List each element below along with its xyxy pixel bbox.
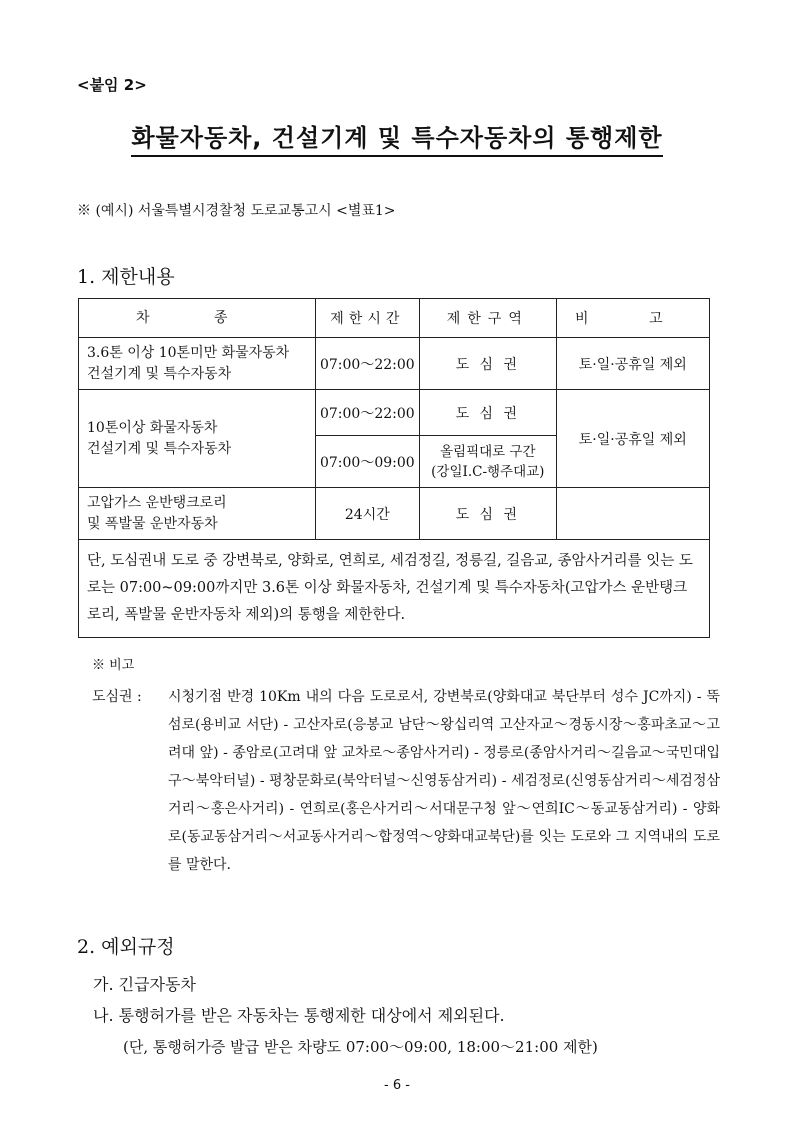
header-time: 제한시간 — [315, 299, 420, 338]
remark-label: ※ 비고 — [92, 658, 135, 673]
definition-term: 도심권 : — [92, 689, 142, 705]
time-cell: 07:00～22:00 — [315, 338, 420, 390]
document-title — [0, 118, 794, 153]
header-remark: 비 고 — [556, 299, 709, 338]
time-cell: 07:00～09:00 — [315, 436, 420, 488]
vehicle-line: 10톤이상 화물자동차 — [87, 419, 218, 436]
section1-heading: 1. 제한내용 — [77, 266, 175, 288]
zone-cell: 도 심 권 — [420, 488, 556, 540]
table-row — [79, 338, 710, 390]
zone-cell: 도 심 권 — [420, 338, 556, 390]
zone-line: 올림픽대로 구간 — [440, 443, 536, 460]
remark-cell: 토·일·공휴일 제외 — [556, 390, 709, 488]
annex-label: <붙임 2> — [77, 76, 147, 94]
table-footer-row — [79, 540, 710, 638]
header-vehicle-type: 차 종 — [79, 299, 316, 338]
vehicle-cell — [79, 338, 316, 390]
vehicle-cell — [79, 390, 316, 488]
exception-note: (단, 통행허가증 발급 받은 차량도 07:00～09:00, 18:00～21:00 제한) — [123, 1038, 598, 1056]
table-header-row — [79, 299, 710, 338]
remark-cell: 토·일·공휴일 제외 — [556, 338, 709, 390]
vehicle-line: 3.6톤 이상 10톤미만 화물자동차 — [87, 344, 290, 361]
zone-cell — [420, 436, 556, 488]
section2-heading: 2. 예외규정 — [77, 936, 175, 958]
exception-item: 가. 긴급자동차 — [93, 975, 196, 994]
time-cell: 24시간 — [315, 488, 420, 540]
table-footer-note: 단, 도심권내 도로 중 강변북로, 양화로, 연희로, 세검정길, 정릉길, 길음교, 종암사거리를 잇는 도로는 07:00~09:00까지만 3.6톤 이상 화물자동차, 건설기계 및 특수자동차(고압가스 운반탱크로리, 폭발물 운반자동차 제외)의 통행을 제한한다. — [79, 540, 710, 638]
vehicle-line: 건설기계 및 특수자동차 — [87, 440, 232, 457]
page-number: - 6 - — [384, 1078, 410, 1093]
source-note: ※ (예시) 서울특별시경찰청 도로교통고시 <별표1> — [77, 203, 396, 219]
document-title-text: 화물자동차, 건설기계 및 특수자동차의 통행제한 — [131, 124, 662, 157]
vehicle-line: 건설기계 및 특수자동차 — [87, 365, 232, 382]
vehicle-line: 고압가스 운반탱크로리 — [87, 494, 227, 511]
table-row — [79, 488, 710, 540]
vehicle-line: 및 폭발물 운반자동차 — [87, 515, 218, 532]
remark-cell — [556, 488, 709, 540]
definition-text: 시청기점 반경 10Km 내의 다음 도로로서, 강변북로(양화대교 북단부터 성수 JC까지) - 뚝섬로(용비교 서단) - 고산자로(응봉교 남단～왕십리역 고산자교～경동시장～홍파초교～고려대 앞) - 종암로(고려대 앞 교차로～종암사거리) - 정릉로(종암사거리～길음교～국민대입구～북악터널) - 평창문화로(북악터널～신영동삼거리) - 세검정로(신영동삼거리～세검정삼거리～홍은사거리) - 연희로(홍은사거리～서대문구청 앞～연희IC～동교동삼거리) - 양화로(동교동삼거리～서교동사거리～합정역～양화대교북단)를 잇는 도로와 그 지역내의 도로를 말한다. — [168, 689, 720, 873]
zone-line: (강일I.C-행주대교) — [431, 463, 545, 480]
exception-item: 나. 통행허가를 받은 자동차는 통행제한 대상에서 제외된다. — [93, 1006, 505, 1025]
table-row — [79, 390, 710, 436]
time-cell: 07:00～22:00 — [315, 390, 420, 436]
zone-cell: 도 심 권 — [420, 390, 556, 436]
header-zone: 제한구역 — [420, 299, 556, 338]
restriction-table — [78, 298, 710, 638]
vehicle-cell — [79, 488, 316, 540]
